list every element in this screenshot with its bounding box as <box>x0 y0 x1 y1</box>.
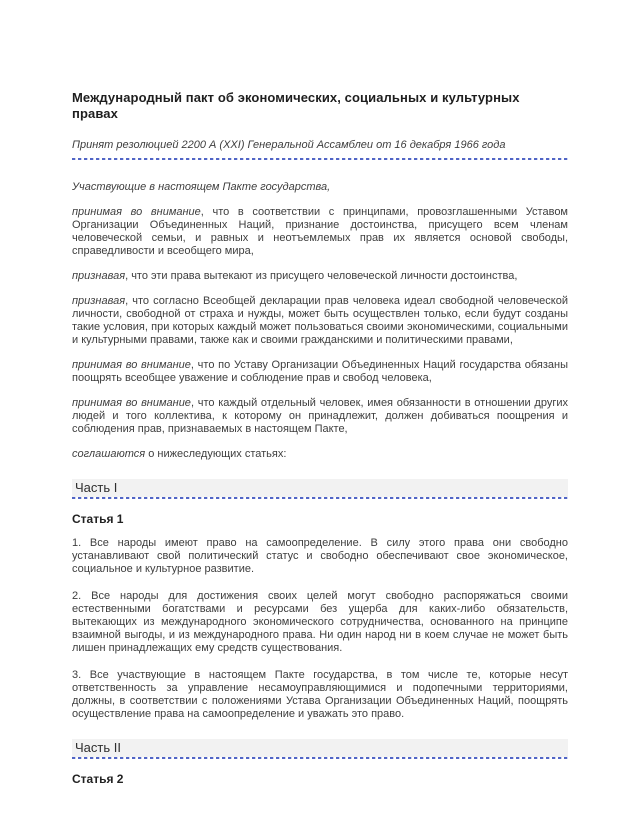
document-title: Международный пакт об экономических, социальных и культурных правах <box>72 90 520 121</box>
article-1 <box>72 512 568 721</box>
preamble-clause-5 <box>72 397 568 436</box>
clause-text: , что по Уставу Организации Объединенных Наций государства обязаны поощрять всеобщее уважение и соблюдение прав и свобод человека, <box>72 359 568 384</box>
preamble-clause-3 <box>72 295 568 347</box>
article-1-title: Статья 1 <box>72 512 124 526</box>
preamble-clause-4 <box>72 359 568 385</box>
preamble <box>72 181 568 461</box>
preamble-intro <box>72 181 568 194</box>
clause-text: , что каждый отдельный человек, имея обязанности в отношении других людей и того коллектива, к которому он принадлежит, должен добиваться поощрения и соблюдения прав, признаваемых в настоящем Пакте, <box>72 397 568 435</box>
article-2 <box>72 772 568 786</box>
part-1 <box>72 479 568 721</box>
article-1-paragraph-1: 1. Все народы имеют право на самоопределение. В силу этого права они свободно устанавливают свой политический статус и свободно обеспечивают свое экономическое, социальное и культурное развитие. <box>72 537 568 575</box>
clause-text: , что согласно Всеобщей декларации прав человека идеал свободной человеческой личности, свободной от страха и нужды, может быть осуществлен только, если будут созданы такие условия, при которых каждый может пользоваться своими экономическими, социальными и культурными правами, также как и своими гражданскими и политическими правами, <box>72 295 568 346</box>
clause-lead: принимая во внимание <box>72 397 191 409</box>
part-2 <box>72 739 568 786</box>
part-2-heading: Часть II <box>72 739 568 757</box>
article-1-paragraph-2: 2. Все народы для достижения своих целей могут свободно распоряжаться своими естественными богатствами и ресурсами без ущерба для каких-либо обязательств, вытекающих из международного экономического сотрудничества, основанного на принципе взаимной выгоды, и из международного права. Ни один народ ни в коем случае не может быть лишен принадлежащих ему средств существования. <box>72 590 568 654</box>
clause-lead: соглашаются <box>72 448 146 460</box>
document-subtitle: Принят резолюцией 2200 А (XXI) Генеральной Ассамблеи от 16 декабря 1966 года <box>72 139 506 151</box>
clause-text: , что эти права вытекают из присущего человеческой личности достоинства, <box>125 270 518 282</box>
clause-lead: принимая во внимание <box>72 359 191 371</box>
clause-text: о нижеследующих статьях: <box>145 448 287 460</box>
clause-lead: принимая во внимание <box>72 206 201 218</box>
article-1-paragraph-3: 3. Все участвующие в настоящем Пакте государства, в том числе те, которые несут ответственность за управление несамоуправляющимися и подопечными территориями, должны, в соответствии с положениями Устава Организации Объединенных Наций, поощрять осуществление права на самоопределение и уважать это право. <box>72 669 568 720</box>
part-2-divider <box>72 757 568 759</box>
preamble-clause-2 <box>72 270 568 283</box>
part-1-divider <box>72 497 568 499</box>
header-divider <box>72 158 568 160</box>
preamble-clause-6 <box>72 448 568 461</box>
article-2-title: Статья 2 <box>72 772 124 786</box>
document-content <box>72 90 568 797</box>
clause-lead: признавая <box>72 270 126 282</box>
clause-text: , что в соответствии с принципами, провозглашенными Уставом Организации Объединенных Наций, признание достоинства, присущего всем членам человеческой семьи, и равных и неотъемлемых прав их является основой свободы, справедливости и всеобщего мира, <box>72 206 568 257</box>
preamble-clause-1 <box>72 206 568 258</box>
part-1-heading: Часть I <box>72 479 568 497</box>
clause-lead: признавая <box>72 295 126 307</box>
preamble-intro-text: Участвующие в настоящем Пакте государства, <box>72 181 331 193</box>
